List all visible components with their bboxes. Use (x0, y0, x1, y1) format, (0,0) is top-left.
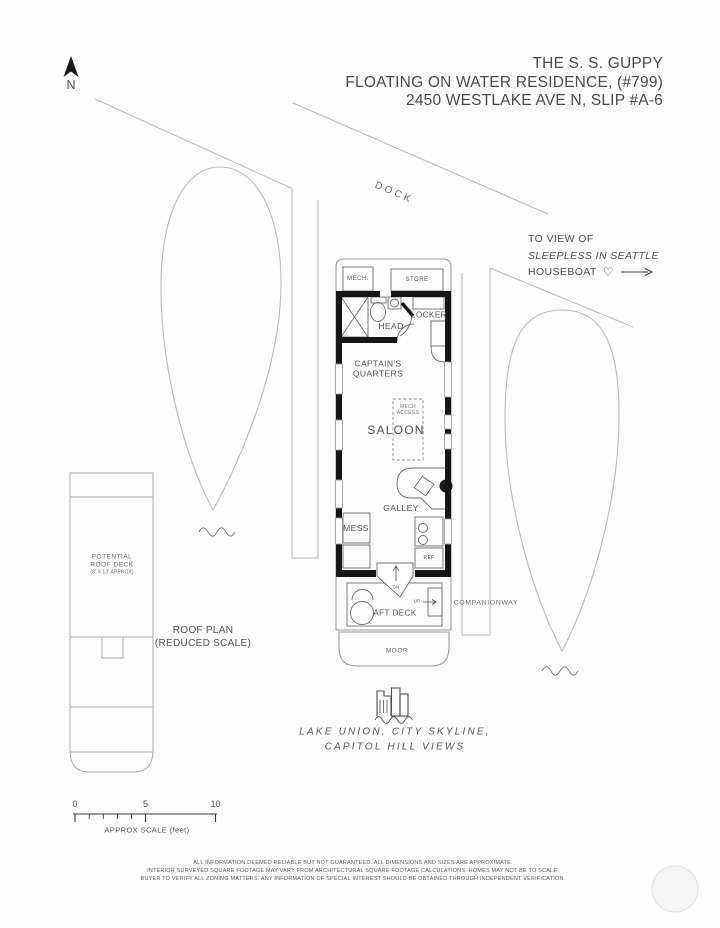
room-label-mess: MESS (343, 523, 369, 533)
skyline-icon (375, 688, 413, 723)
views-caption: LAKE UNION, CITY SKYLINE, CAPITOL HILL VIEWS (299, 726, 491, 752)
wardrobe (431, 321, 445, 362)
stove-counter (415, 517, 443, 546)
left-boat-outline (161, 167, 281, 510)
room-label-dn: DN (392, 584, 400, 590)
roof-plan-outline (70, 473, 153, 772)
deck-table-icon (351, 602, 374, 625)
scale-caption: APPROX SCALE (feet) (104, 825, 190, 835)
scale-label-5: 5 (142, 799, 149, 809)
page-address: 2450 WESTLAKE AVE N, SLIP #A-6 (406, 92, 663, 109)
view-note-line2: SLEEPLESS IN SEATTLE (528, 250, 659, 262)
stairs-down (377, 563, 413, 597)
scale-label-10: 10 (210, 799, 221, 809)
companionway-label: COMPANIONWAY (453, 599, 519, 607)
room-label-store: STORE (405, 277, 429, 283)
roof-deck-label: POTENTIAL ROOF DECK (8' X 13' APPROX) (90, 553, 134, 576)
room-label-mech: MECH. (347, 276, 369, 282)
room-label-aft-deck: AFT DECK (373, 608, 417, 618)
roof-plan-caption: ROOF PLAN (REDUCED SCALE) (154, 625, 252, 649)
north-arrow-icon (64, 56, 79, 77)
deck-chair-icon (352, 590, 373, 601)
room-label-galley: GALLEY (383, 503, 419, 513)
title-block (345, 55, 663, 111)
page-subtitle: FLOATING ON WATER RESIDENCE, (#799) (345, 73, 663, 91)
view-note-line3: HOUSEBOAT (528, 266, 597, 278)
shower-icon (341, 297, 368, 337)
scale-label-0: 0 (72, 799, 78, 809)
room-label-captains-quarters: CAPTAIN'S QUARTERS (352, 358, 404, 378)
room-label-ref: REF (423, 555, 435, 561)
burner-icon (419, 536, 428, 545)
locker-shelf (413, 297, 444, 309)
north-label: N (66, 78, 76, 92)
right-boat-outline (505, 310, 619, 651)
skyline-water-icon (375, 717, 413, 724)
right-arrow-icon (620, 267, 656, 277)
heart-icon: ♡ (602, 265, 614, 279)
view-note (528, 233, 659, 278)
up-arrow-icon (423, 600, 436, 605)
room-label-saloon: SALOON (367, 423, 425, 437)
burner-icon (419, 524, 428, 533)
disclaimer: ALL INFORMATION DEEMED RELIABLE BUT NOT GUARANTEED. ALL DIMENSIONS AND SIZES ARE APPROXIMATE. INTERIOR SURVEYED SQUARE FOOTAGE MAY VARY FROM ARCHITECTURAL SQUARE FOOTAGE CALCULATIONS. HOMES MAY NOT BE TO SCALE. BUYER TO VERIFY ALL ZONING MATTERS. ANY INFORMATION OF SPECIAL INTEREST SHOULD BE OBTAINED THROUGH INDEPENDENT VERIFICATION. (140, 860, 566, 882)
room-label-locker: LOCKER (411, 310, 447, 320)
dock-label: DOCK (373, 179, 415, 207)
room-label-up: UP (413, 598, 421, 604)
room-label-head: HEAD (378, 321, 404, 331)
toilet-icon (371, 297, 387, 322)
galley-sink-icon (414, 476, 433, 495)
room-label-mech-access: MECH ACCESS (396, 404, 420, 416)
sink-icon (388, 297, 401, 309)
scale-bar (73, 814, 217, 822)
page-title: THE S. S. GUPPY (532, 55, 663, 72)
watermark-circle (652, 866, 698, 912)
mess-benches (343, 513, 370, 568)
room-label-moor: MOOR (385, 647, 409, 655)
view-note-line1: TO VIEW OF (528, 233, 594, 245)
galley-door-pivot (440, 480, 453, 493)
